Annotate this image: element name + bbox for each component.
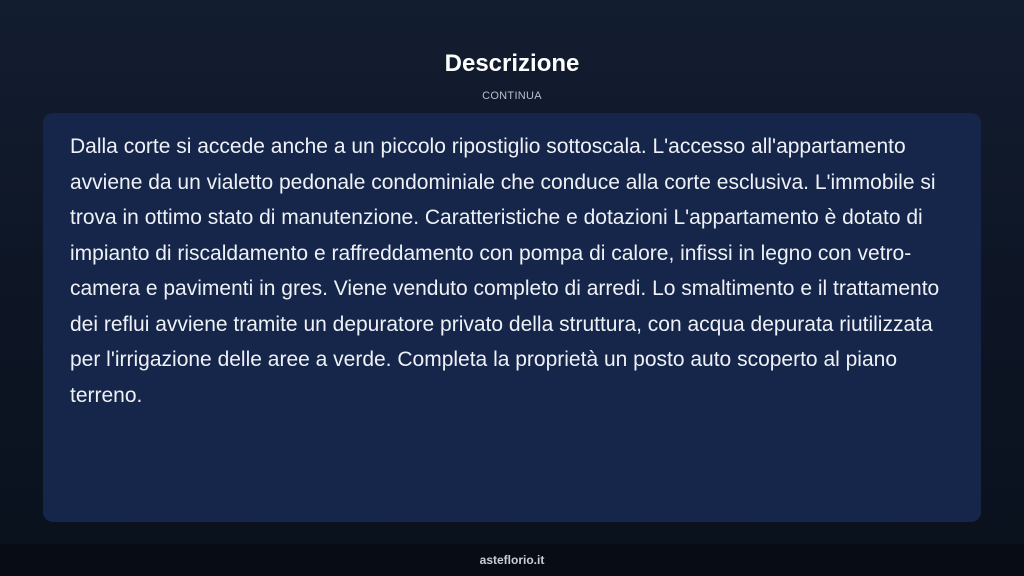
footer-bar (0, 544, 1024, 576)
page-title: Descrizione (444, 50, 580, 77)
continue-label: CONTINUA (482, 90, 542, 102)
footer-site-label: asteflorio.it (479, 553, 545, 567)
description-card (43, 113, 981, 522)
description-text: Dalla corte si accede anche a un piccolo ripostiglio sottoscala. L'accesso all'appartamento avviene da un vialetto pedonale condominiale che conduce alla corte esclusiva. L'immobile si trova in ottimo stato di manutenzione. Caratteristiche e dotazioni L'appartamento è dotato di impianto di riscaldamento e raffreddamento con pompa di calore, infissi in legno con vetro-camera e pavimenti in gres. Viene venduto completo di arredi. Lo smaltimento e il trattamento dei reflui avviene tramite un depuratore privato della struttura, con acqua depurata riutilizzata per l'irrigazione delle aree a verde. Completa la proprietà un posto auto scoperto al piano terreno. (70, 135, 940, 407)
